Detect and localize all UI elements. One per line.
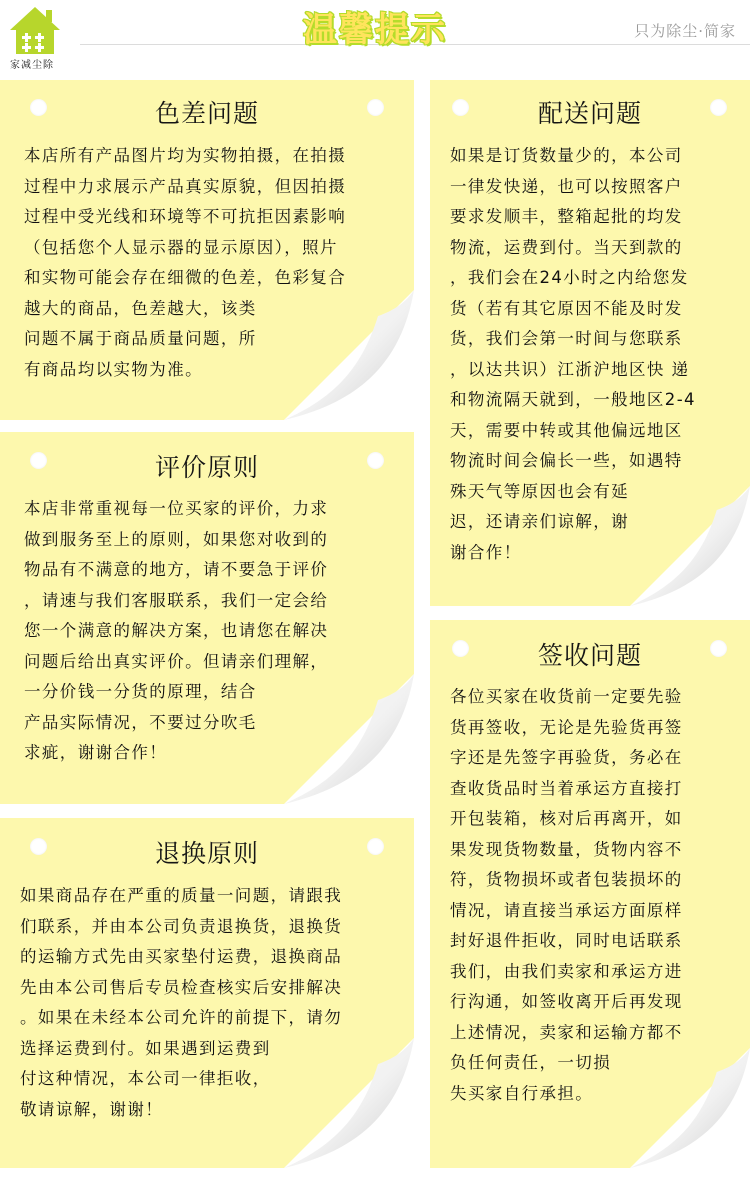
text-line: 失买家自行承担。 — [450, 1083, 594, 1103]
logo-text: 家减尘除 — [10, 60, 54, 71]
text-line: 本店非常重视每一位买家的评价，力求 — [24, 499, 329, 518]
text-line: 和物流隔天就到，一般地区2-4 — [450, 390, 696, 409]
text-line: ，请速与我们客服联系，我们一定会给 — [24, 590, 329, 610]
text-line: 各位买家在收货前一定要先验 — [450, 687, 683, 706]
text-line: 一律发快递，也可以按照客户 — [450, 176, 683, 196]
text-line: 过程中力求展示产品真实原貌，但因拍摄 — [24, 176, 347, 196]
card-title: 评价原则 — [154, 453, 259, 482]
text-line: 付这种情况，本公司一律拒收， — [20, 1069, 271, 1088]
card-delivery — [430, 80, 750, 606]
text-line: 迟，还请亲们谅解，谢 — [450, 512, 629, 531]
text-line: 选择运费到付。如果遇到运费到 — [20, 1038, 271, 1058]
text-line: 先由本公司售后专员检查核实后安排解决 — [20, 977, 343, 997]
text-line: 问题后给出真实评价。但请亲们理解， — [24, 651, 329, 671]
page-title: 温馨提示 — [303, 10, 447, 50]
text-line: 您一个满意的解决方案，也请您在解决 — [24, 621, 329, 640]
text-line: 物品有不满意的地方，请不要急于评价 — [24, 560, 329, 579]
text-line: 。如果在未经本公司允许的前提下，请勿 — [20, 1008, 343, 1027]
text-line: 开包装箱，核对后再离开，如 — [450, 809, 683, 828]
text-line: （包括您个人显示器的显示原因），照片 — [24, 237, 338, 257]
text-line: 货，我们会第一时间与您联系 — [450, 329, 683, 348]
text-line: 货再签收，无论是先验货再签 — [450, 717, 683, 737]
text-line: 封好退件拒收，同时电话联系 — [450, 931, 683, 950]
text-line: 货（若有其它原因不能及时发 — [450, 298, 683, 318]
text-line: 谢合作！ — [450, 542, 522, 562]
text-line: ，以达共识）江浙沪地区快 递 — [450, 359, 690, 379]
text-line: 我们，由我们卖家和承运方进 — [450, 961, 683, 981]
text-line: 越大的商品，色差越大，该类 — [24, 298, 257, 318]
text-line: 如果是订货数量少的，本公司 — [450, 146, 683, 165]
card-body — [450, 141, 696, 568]
card-color-difference — [0, 80, 414, 420]
text-line: 做到服务至上的原则，如果您对收到的 — [24, 529, 329, 549]
card-body — [24, 494, 328, 769]
text-line: 天，需要中转或其他偏远地区 — [450, 420, 683, 440]
text-line: 求疵，谢谢合作！ — [24, 743, 168, 762]
text-line: 果发现货物数量，货物内容不 — [450, 839, 683, 859]
text-line: 物流时间会偏长一些，如遇特 — [450, 451, 683, 470]
text-line: ，我们会在24小时之内给您发 — [450, 268, 689, 287]
text-line: 问题不属于商品质量问题，所 — [24, 329, 257, 348]
text-line: 行沟通，如签收离开后再发现 — [450, 992, 683, 1011]
header-bar — [0, 0, 750, 50]
text-line: 殊天气等原因也会有延 — [450, 481, 629, 501]
text-line: 上述情况，卖家和运输方都不 — [450, 1022, 683, 1042]
card-signing — [430, 620, 750, 1168]
card-body — [20, 881, 342, 1125]
text-line: 一分价钱一分货的原理，结合 — [24, 682, 257, 701]
text-line: 产品实际情况，不要过分吹毛 — [24, 712, 257, 732]
text-line: 如果商品存在严重的质量一问题，请跟我 — [20, 886, 343, 905]
card-title: 签收问题 — [537, 641, 642, 670]
text-line: 情况，请直接当承运方面原样 — [450, 900, 683, 920]
card-body — [450, 682, 683, 1109]
slogan: 只为除尘·简家 — [634, 22, 736, 40]
text-line: 查收货品时当着承运方直接打 — [450, 778, 683, 798]
text-line: 要求发顺丰，整箱起批的均发 — [450, 207, 683, 226]
card-title: 退换原则 — [154, 839, 259, 868]
text-line: 的运输方式先由买家垫付运费，退换商品 — [20, 947, 343, 966]
card-return-policy — [0, 818, 414, 1168]
text-line: 本店所有产品图片均为实物拍摄，在拍摄 — [24, 146, 347, 165]
text-line: 和实物可能会存在细微的色差，色彩复合 — [24, 268, 347, 287]
text-line: 物流，运费到付。当天到款的 — [450, 237, 683, 257]
card-review-policy — [0, 432, 414, 804]
text-line: 符，货物损坏或者包装损坏的 — [450, 870, 683, 889]
card-title: 配送问题 — [537, 99, 642, 128]
card-title: 色差问题 — [154, 99, 259, 128]
text-line: 负任何责任，一切损 — [450, 1053, 612, 1072]
text-line: 字还是先签字再验货，务必在 — [450, 748, 683, 767]
card-body — [24, 141, 346, 385]
text-line: 们联系，并由本公司负责退换货，退换货 — [20, 916, 343, 936]
text-line: 敬请谅解，谢谢！ — [20, 1099, 164, 1119]
text-line: 有商品均以实物为准。 — [24, 359, 203, 379]
text-line: 过程中受光线和环境等不可抗拒因素影响 — [24, 207, 347, 226]
